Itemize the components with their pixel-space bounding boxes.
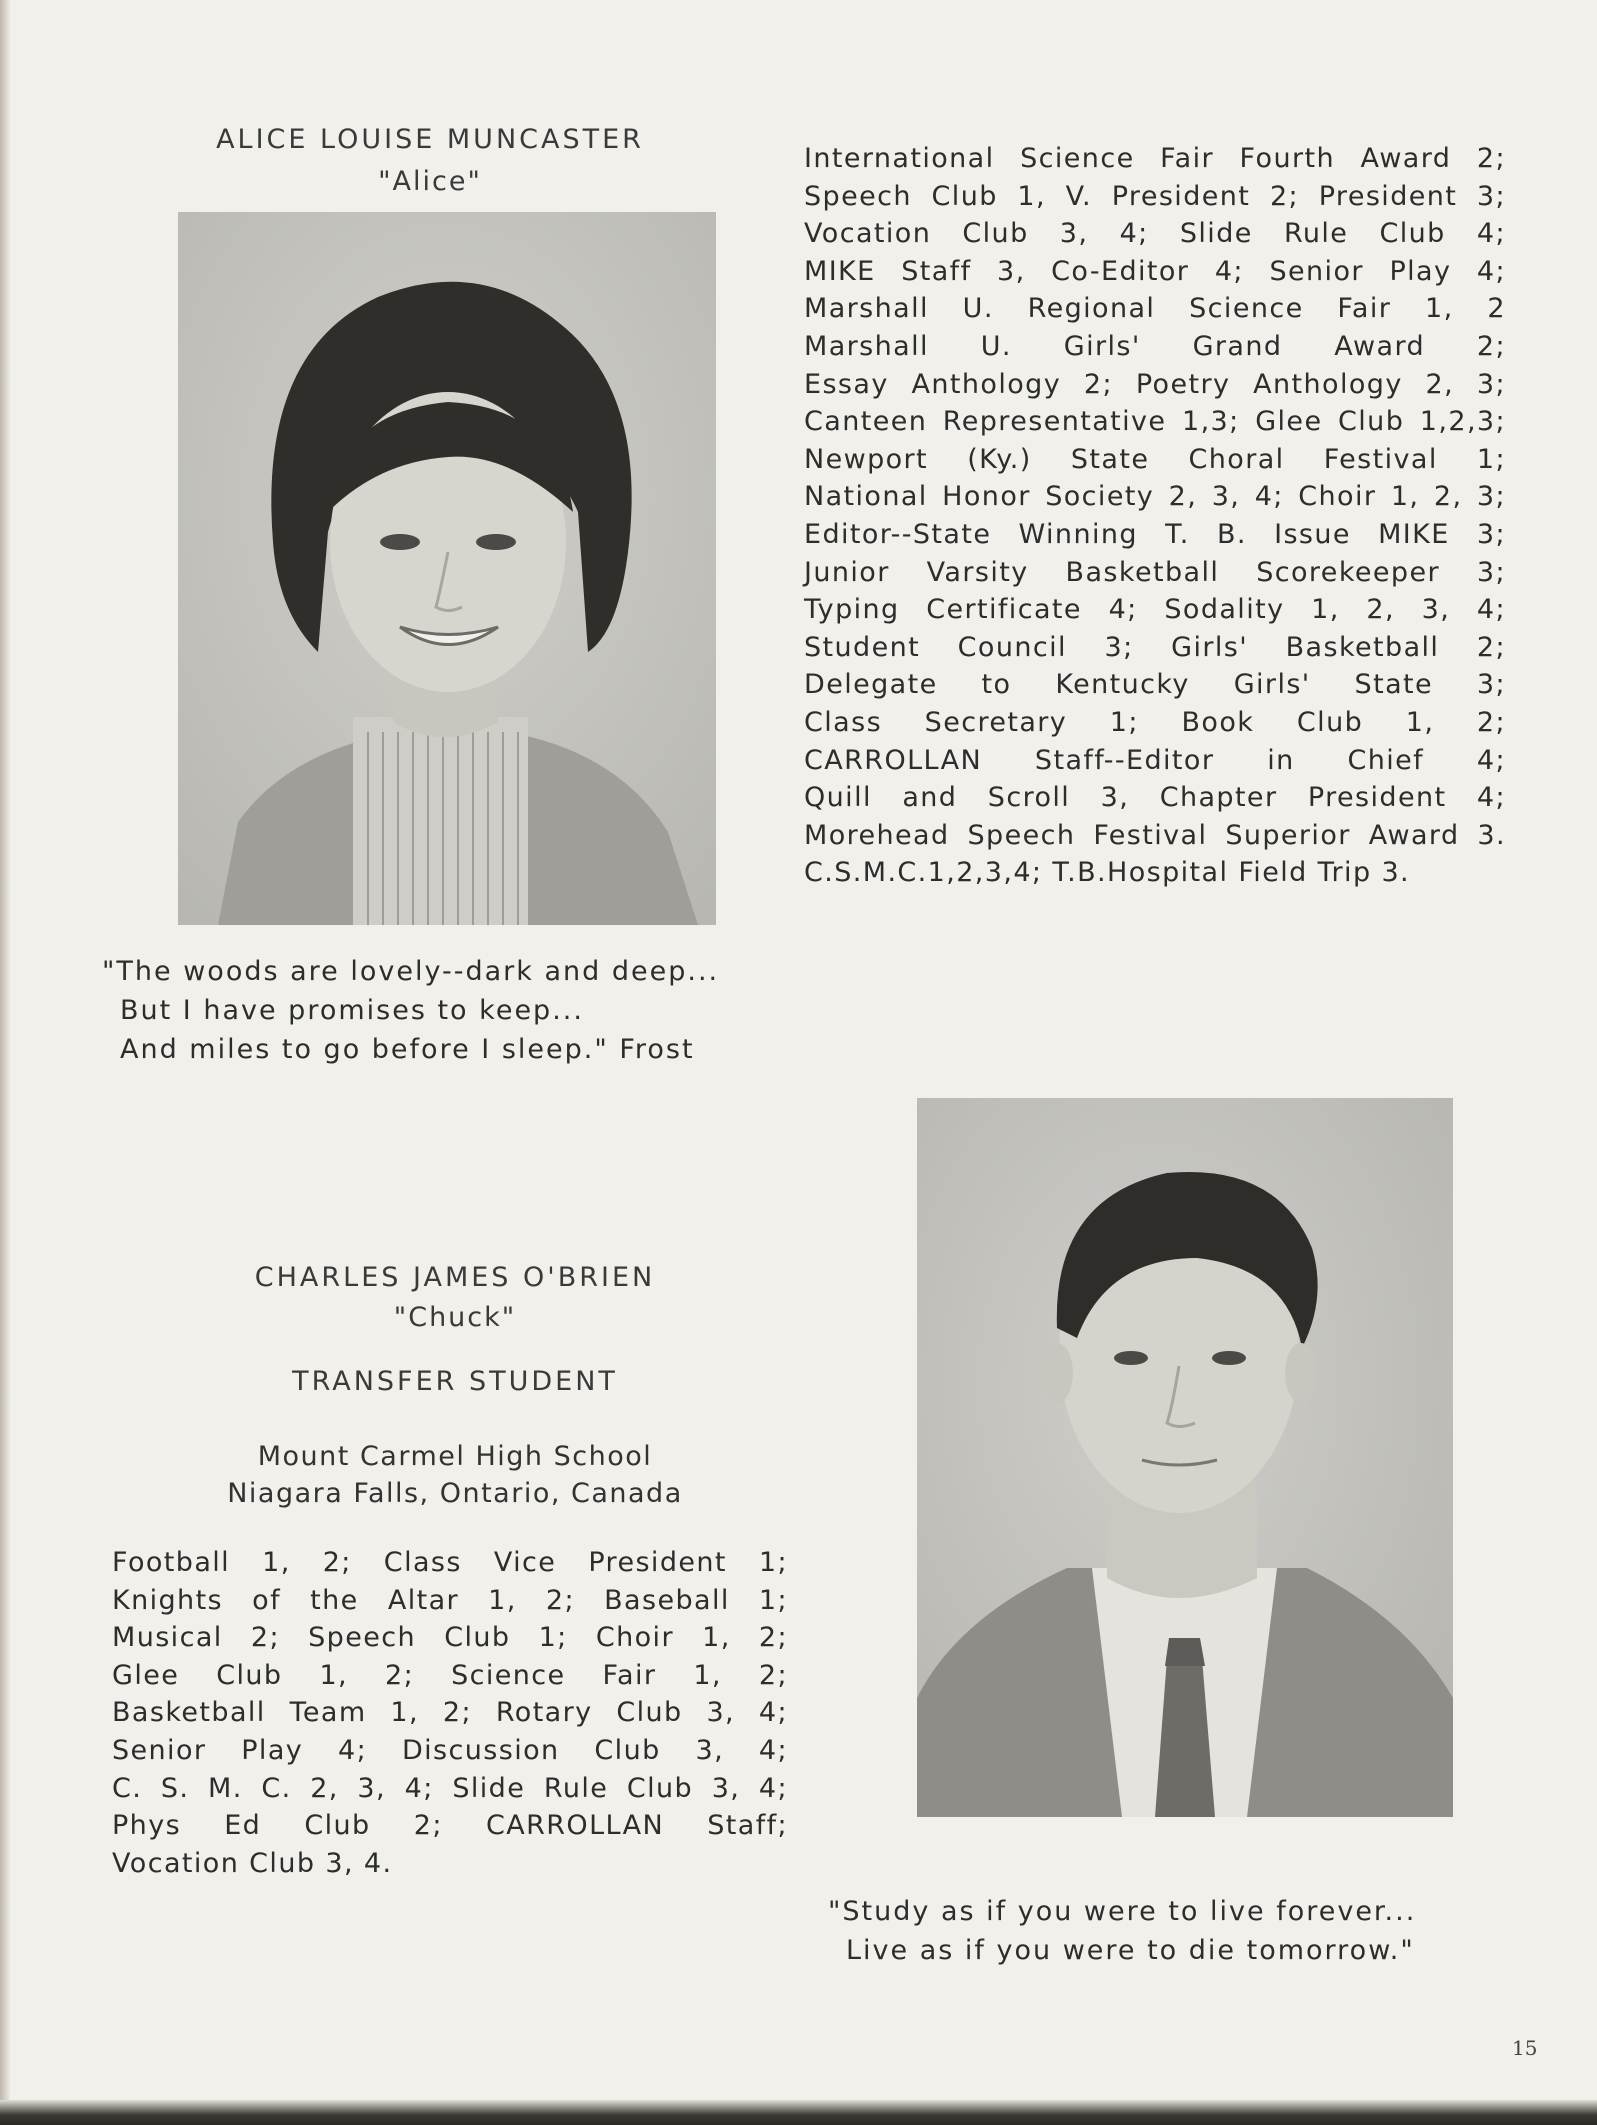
activity-line: CARROLLAN Staff--Editor in Chief 4; [804, 744, 1506, 776]
activity-line: Musical 2; Speech Club 1; Choir 1, 2; [112, 1622, 788, 1654]
student-quote [102, 952, 802, 1069]
activity-line: Football 1, 2; Class Vice President 1; [112, 1547, 788, 1578]
student-name: CHARLES JAMES O'BRIEN [254, 1262, 656, 1293]
activity-line: Phys Ed Club 2; CARROLLAN Staff; [112, 1810, 788, 1842]
page-number: 15 [1512, 2036, 1538, 2060]
activity-line: Delegate to Kentucky Girls' State 3; [804, 669, 1506, 701]
activity-line: Marshall U. Regional Science Fair 1, 2 [804, 293, 1506, 325]
activity-line: MIKE Staff 3, Co-Editor 4; Senior Play 4; [804, 255, 1506, 287]
page-left-edge [0, 0, 10, 2125]
activity-line: Basketball Team 1, 2; Rotary Club 3, 4; [112, 1697, 788, 1729]
quote-line: "The woods are lovely--dark and deep... [102, 956, 720, 987]
activity-line: Vocation Club 3, 4; Slide Rule Club 4; [804, 218, 1506, 250]
student-photo [178, 212, 716, 925]
previous-school [150, 1438, 760, 1512]
activity-line: Editor--State Winning T. B. Issue MIKE 3; [804, 518, 1506, 550]
student-photo [917, 1098, 1453, 1817]
activity-line: Junior Varsity Basketball Scorekeeper 3; [804, 556, 1506, 588]
quote-line: But I have promises to keep... [120, 995, 584, 1026]
activity-line: C. S. M. C. 2, 3, 4; Slide Rule Club 3, 4; [112, 1772, 788, 1804]
activity-line: Senior Play 4; Discussion Club 3, 4; [112, 1734, 788, 1766]
activity-line: Essay Anthology 2; Poetry Anthology 2, 3; [804, 368, 1506, 400]
page-bottom-edge [0, 2100, 1597, 2125]
school-location: Niagara Falls, Ontario, Canada [227, 1478, 683, 1509]
student-activities [112, 1544, 788, 1882]
student-activities [804, 140, 1506, 892]
quote-line: Live as if you were to die tomorrow." [846, 1935, 1415, 1966]
activity-line: Student Council 3; Girls' Basketball 2; [804, 631, 1506, 663]
activity-line: National Honor Society 2, 3, 4; Choir 1, 2, 3; [804, 481, 1506, 513]
quote-line: "Study as if you were to live forever... [828, 1896, 1417, 1927]
activity-line: Canteen Representative 1,3; Glee Club 1,2,3; [804, 406, 1506, 438]
activity-line: Typing Certificate 4; Sodality 1, 2, 3, 4; [804, 594, 1506, 626]
activity-line: Newport (Ky.) State Choral Festival 1; [804, 443, 1506, 475]
activity-line: Speech Club 1, V. President 2; President 3; [804, 180, 1506, 212]
activity-line: C.S.M.C.1,2,3,4; T.B.Hospital Field Trip 3. [804, 857, 1411, 889]
activity-line: Class Secretary 1; Book Club 1, 2; [804, 706, 1506, 738]
activity-line: Knights of the Altar 1, 2; Baseball 1; [112, 1584, 788, 1616]
activity-line: Glee Club 1, 2; Science Fair 1, 2; [112, 1659, 788, 1691]
student-name: ALICE LOUISE MUNCASTER [216, 124, 644, 155]
activity-line: Vocation Club 3, 4. [112, 1847, 393, 1879]
activity-line: Quill and Scroll 3, Chapter President 4; [804, 782, 1506, 814]
activity-line: Morehead Speech Festival Superior Award 3. [804, 819, 1506, 851]
student-quote [828, 1892, 1468, 1970]
school-name: Mount Carmel High School [257, 1441, 653, 1472]
quote-line: And miles to go before I sleep." Frost [120, 1034, 695, 1065]
transfer-student-heading: TRANSFER STUDENT [292, 1366, 618, 1397]
activity-line: Marshall U. Girls' Grand Award 2; [804, 330, 1506, 362]
activity-line: International Science Fair Fourth Award 2; [804, 143, 1506, 174]
student-nickname: "Chuck" [393, 1302, 517, 1333]
student-nickname: "Alice" [378, 166, 482, 197]
